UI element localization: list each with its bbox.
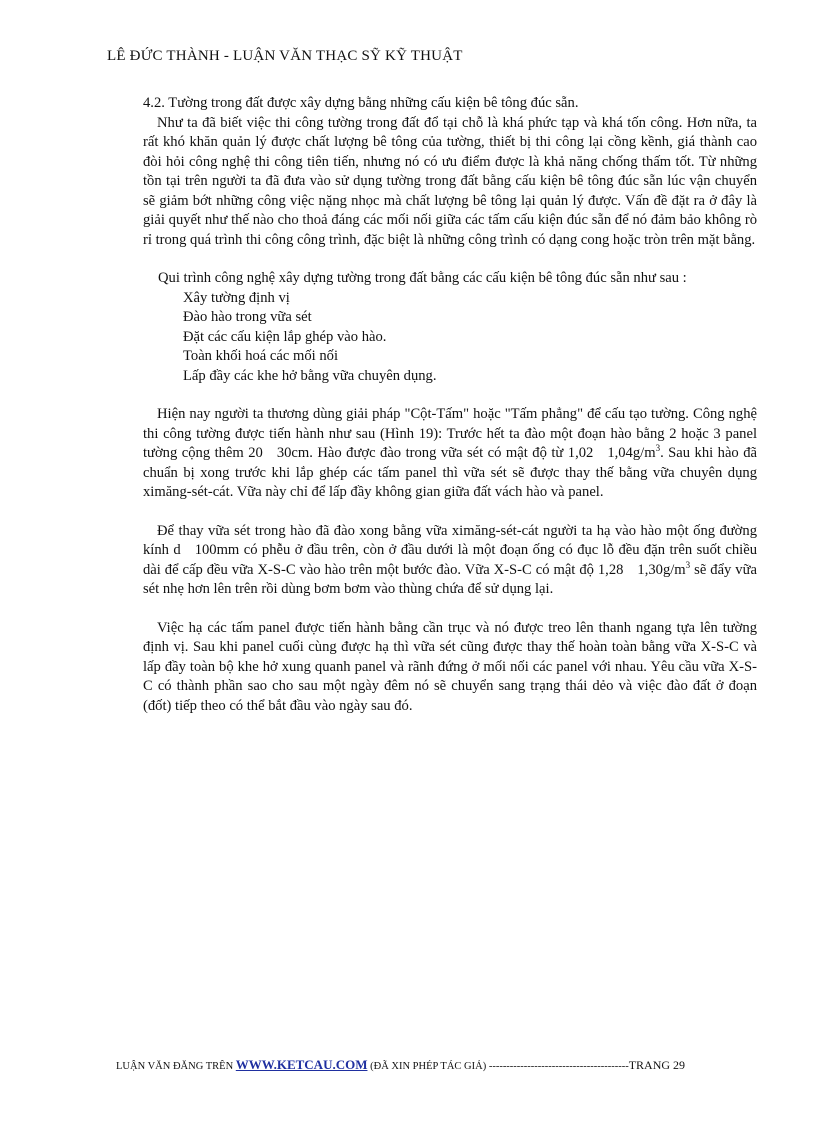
text-run: sẽ đẩy vữa sét nhẹ hơn lên trên rồi dùng bơm bơm vào thùng chứa để sử dụng lại.	[143, 561, 757, 597]
list-item: Lấp đầy các khe hở bằng vữa chuyên dụng.	[183, 367, 437, 384]
footer-note: (ĐÃ XIN PHÉP TÁC GIẢ)	[370, 1061, 487, 1072]
paragraph: Việc hạ các tấm panel được tiến hành bằng cần trục và nó được treo lên thanh ngang tựa lên tường định vị. Sau khi panel cuối cùng được hạ thì vữa sét cũng được thay thế hoàn toàn bằng vữa X-S-C và lấp đầy toàn bộ khe hở xung quanh panel và rãnh đứng ở mối nối các panel với nhau. Yêu cầu vữa X-S-C có thành phần sao cho sau một ngày đêm nó sẽ chuyển sang trạng thái dẻo và việc đào đất ở đoạn (đốt) tiếp theo có thể bắt đầu vào ngày sau đó.	[143, 619, 757, 714]
text-run: Hiện nay người ta thương dùng giải pháp "Cột-Tấm" hoặc "Tấm phẳng" để cấu tạo tường. Công nghệ thi công tường được tiến hành như sau (Hình 19): Trước hết ta đào một đoạn hào bằng 2 hoặc 3 panel tường cộng thêm 20	[143, 406, 757, 461]
list-intro: Qui trình công nghệ xây dựng tường trong đất bằng các cấu kiện bê tông đúc sẵn như sau :	[158, 270, 687, 286]
page-header: LÊ ĐỨC THÀNH - LUẬN VĂN THẠC SỸ KỸ THUẬT	[107, 48, 463, 64]
page-footer	[116, 1057, 756, 1073]
footer-dashes: ----------------------------------------	[488, 1061, 629, 1072]
list-item: Xây tường định vị	[183, 289, 290, 306]
website-link[interactable]: WWW.KETCAU.COM	[235, 1057, 368, 1072]
text-run: Để thay vữa sét trong hào đã đào xong bằng vữa ximăng-sét-cát người ta hạ vào hào một ống đường kính d	[143, 522, 757, 558]
text-run: 1,30g/m	[637, 561, 686, 578]
paragraph	[143, 405, 757, 503]
footer-prefix: LUẬN VĂN ĐĂNG TRÊN	[116, 1061, 234, 1072]
text-run: 30cm. Hào được đào trong vữa sét có mật độ từ 1,02	[276, 445, 594, 461]
process-steps-list	[143, 289, 757, 387]
paragraph	[143, 522, 757, 600]
paragraph: Như ta đã biết việc thi công tường trong đất đổ tại chỗ là khá phức tạp và khá tốn công. Hơn nữa, ta rất khó khăn quản lý được chất lượng bê tông của tường, thiết bị thi công lại cồng kềnh, giá thành cao đòi hỏi công nghệ thi công tiên tiến, nhưng nó có ưu điểm được là khả năng chống thấm tốt. Từ những tồn tại trên người ta đã đưa vào sử dụng tường trong đất bằng cấu kiện bê tông đúc sẵn lúc vận chuyển sẽ giảm bớt những công việc nặng nhọc mà chất lượng bê tông lại quản lý được. Vấn đề đặt ra ở đây là giải quyết như thế nào cho thoả đáng các mối nối giữa các tấm cấu kiện đúc sẵn để nó đảm bảo không rò rỉ trong quá trình thi công công trình, đặc biệt là những công trình có dạng cong hoặc tròn trên mặt bằng.	[143, 114, 757, 248]
list-item: Đặt các cấu kiện lắp ghép vào hào.	[183, 328, 387, 345]
superscript: 3	[685, 559, 691, 570]
text-run: . Sau khi hào đã chuẩn bị xong trước khi lắp ghép các tấm panel thì vữa sét sẽ được thay thế bằng vữa chuyên dụng ximăng-sét-cát. Vữa này chỉ để lấp đầy không gian giữa đất vách hào và panel.	[143, 445, 757, 500]
section-title: 4.2. Tường trong đất được xây dựng bằng những cấu kiện bê tông đúc sẵn.	[143, 95, 579, 111]
page-number: TRANG 29	[628, 1058, 686, 1072]
superscript: 3	[655, 443, 661, 454]
text-run: 100mm có phễu ở đầu trên, còn ở đầu dưới là một đoạn ống có đục lỗ đều đặn trên suốt chiều dài để cấp đều vữa X-S-C vào hào trên một bước đào. Vữa X-S-C có mật độ 1,28	[143, 542, 757, 578]
page-body	[143, 94, 757, 716]
list-item: Đào hào trong vữa sét	[183, 309, 312, 325]
list-item: Toàn khối hoá các mối nối	[183, 348, 339, 364]
text-run: 1,04g/m	[607, 445, 656, 461]
